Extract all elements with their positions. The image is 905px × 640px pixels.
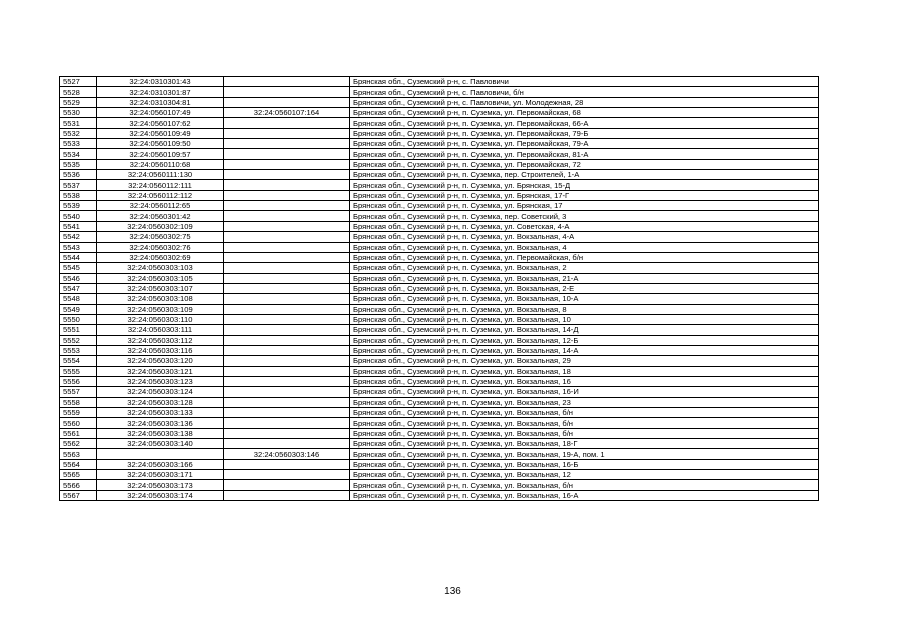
address-cell: Брянская обл., Суземский р-н, п. Суземка, ул. Первомайская, 79-А <box>350 139 819 149</box>
secondary-cadastral-number-cell <box>224 273 350 283</box>
table-row <box>60 190 819 200</box>
address-cell: Брянская обл., Суземский р-н, п. Суземка, ул. Вокзальная, 4-А <box>350 232 819 242</box>
row-number-cell: 5551 <box>60 325 97 335</box>
secondary-cadastral-number-cell <box>224 242 350 252</box>
row-number-cell: 5534 <box>60 149 97 159</box>
secondary-cadastral-number-cell <box>224 211 350 221</box>
secondary-cadastral-number-cell <box>224 263 350 273</box>
row-number-cell: 5528 <box>60 87 97 97</box>
secondary-cadastral-number-cell <box>224 180 350 190</box>
cadastral-number-cell: 32:24:0560112:112 <box>97 190 224 200</box>
address-cell: Брянская обл., Суземский р-н, п. Суземка, ул. Вокзальная, 16-А <box>350 490 819 500</box>
table-row <box>60 439 819 449</box>
secondary-cadastral-number-cell <box>224 387 350 397</box>
secondary-cadastral-number-cell <box>224 325 350 335</box>
table-row <box>60 170 819 180</box>
address-cell: Брянская обл., Суземский р-н, п. Суземка, ул. Вокзальная, 16-Б <box>350 459 819 469</box>
address-cell: Брянская обл., Суземский р-н, п. Суземка, ул. Брянская, 15-Д <box>350 180 819 190</box>
address-cell: Брянская обл., Суземский р-н, п. Суземка, ул. Вокзальная, 4 <box>350 242 819 252</box>
row-number-cell: 5567 <box>60 490 97 500</box>
cadastral-number-cell: 32:24:0560112:65 <box>97 201 224 211</box>
table-body <box>60 77 819 501</box>
secondary-cadastral-number-cell: 32:24:0560303:146 <box>224 449 350 459</box>
table-row <box>60 128 819 138</box>
secondary-cadastral-number-cell <box>224 252 350 262</box>
cadastral-number-cell: 32:24:0560302:69 <box>97 252 224 262</box>
table-row <box>60 480 819 490</box>
secondary-cadastral-number-cell <box>224 221 350 231</box>
table-row <box>60 376 819 386</box>
cadastral-number-cell: 32:24:0560303:140 <box>97 439 224 449</box>
address-cell: Брянская обл., Суземский р-н, п. Суземка, ул. Брянская, 17 <box>350 201 819 211</box>
table-row <box>60 366 819 376</box>
cadastral-number-cell: 32:24:0560303:128 <box>97 397 224 407</box>
address-cell: Брянская обл., Суземский р-н, п. Суземка, ул. Вокзальная, 18 <box>350 366 819 376</box>
secondary-cadastral-number-cell <box>224 283 350 293</box>
table-row <box>60 294 819 304</box>
cadastral-number-cell: 32:24:0560303:123 <box>97 376 224 386</box>
row-number-cell: 5554 <box>60 356 97 366</box>
table-row <box>60 149 819 159</box>
row-number-cell: 5556 <box>60 376 97 386</box>
secondary-cadastral-number-cell <box>224 490 350 500</box>
table-row <box>60 356 819 366</box>
address-cell: Брянская обл., Суземский р-н, п. Суземка, ул. Советская, 4-А <box>350 221 819 231</box>
secondary-cadastral-number-cell <box>224 345 350 355</box>
address-cell: Брянская обл., Суземский р-н, п. Суземка, ул. Вокзальная, б/н <box>350 480 819 490</box>
cadastral-number-cell <box>97 449 224 459</box>
secondary-cadastral-number-cell <box>224 335 350 345</box>
address-cell: Брянская обл., Суземский р-н, п. Суземка, ул. Вокзальная, 16 <box>350 376 819 386</box>
row-number-cell: 5546 <box>60 273 97 283</box>
table-row <box>60 387 819 397</box>
cadastral-number-cell: 32:24:0560303:111 <box>97 325 224 335</box>
row-number-cell: 5545 <box>60 263 97 273</box>
cadastral-number-cell: 32:24:0560303:121 <box>97 366 224 376</box>
address-cell: Брянская обл., Суземский р-н, с. Павловичи, ул. Молодежная, 28 <box>350 97 819 107</box>
row-number-cell: 5539 <box>60 201 97 211</box>
address-cell: Брянская обл., Суземский р-н, с. Павловичи <box>350 77 819 87</box>
row-number-cell: 5563 <box>60 449 97 459</box>
row-number-cell: 5548 <box>60 294 97 304</box>
table-row <box>60 242 819 252</box>
secondary-cadastral-number-cell <box>224 170 350 180</box>
table-row <box>60 428 819 438</box>
address-cell: Брянская обл., Суземский р-н, п. Суземка, ул. Вокзальная, 29 <box>350 356 819 366</box>
cadastral-number-cell: 32:24:0560303:112 <box>97 335 224 345</box>
cadastral-number-cell: 32:24:0560303:116 <box>97 345 224 355</box>
table-row <box>60 408 819 418</box>
secondary-cadastral-number-cell: 32:24:0560107:164 <box>224 108 350 118</box>
table-row <box>60 252 819 262</box>
address-cell: Брянская обл., Суземский р-н, с. Павловичи, б/н <box>350 87 819 97</box>
row-number-cell: 5535 <box>60 159 97 169</box>
table-row <box>60 470 819 480</box>
address-cell: Брянская обл., Суземский р-н, п. Суземка, ул. Первомайская, 72 <box>350 159 819 169</box>
cadastral-number-cell: 32:24:0310301:87 <box>97 87 224 97</box>
secondary-cadastral-number-cell <box>224 376 350 386</box>
row-number-cell: 5543 <box>60 242 97 252</box>
cadastral-number-cell: 32:24:0560111:130 <box>97 170 224 180</box>
secondary-cadastral-number-cell <box>224 190 350 200</box>
row-number-cell: 5552 <box>60 335 97 345</box>
secondary-cadastral-number-cell <box>224 87 350 97</box>
row-number-cell: 5537 <box>60 180 97 190</box>
cadastral-number-cell: 32:24:0560302:76 <box>97 242 224 252</box>
address-cell: Брянская обл., Суземский р-н, п. Суземка, ул. Вокзальная, 12-Б <box>350 335 819 345</box>
cadastral-number-cell: 32:24:0560303:105 <box>97 273 224 283</box>
secondary-cadastral-number-cell <box>224 314 350 324</box>
row-number-cell: 5544 <box>60 252 97 262</box>
address-cell: Брянская обл., Суземский р-н, п. Суземка, ул. Вокзальная, б/н <box>350 428 819 438</box>
page-number: 136 <box>444 586 461 597</box>
table-row <box>60 77 819 87</box>
row-number-cell: 5529 <box>60 97 97 107</box>
address-cell: Брянская обл., Суземский р-н, п. Суземка, ул. Вокзальная, б/н <box>350 418 819 428</box>
row-number-cell: 5553 <box>60 345 97 355</box>
secondary-cadastral-number-cell <box>224 294 350 304</box>
cadastral-number-cell: 32:24:0560303:174 <box>97 490 224 500</box>
row-number-cell: 5558 <box>60 397 97 407</box>
cadastral-number-cell: 32:24:0560303:166 <box>97 459 224 469</box>
table-row <box>60 232 819 242</box>
cadastral-number-cell: 32:24:0560303:110 <box>97 314 224 324</box>
address-cell: Брянская обл., Суземский р-н, п. Суземка, ул. Вокзальная, 10-А <box>350 294 819 304</box>
secondary-cadastral-number-cell <box>224 356 350 366</box>
secondary-cadastral-number-cell <box>224 459 350 469</box>
table-row <box>60 211 819 221</box>
table-row <box>60 108 819 118</box>
cadastral-number-cell: 32:24:0560303:138 <box>97 428 224 438</box>
address-cell: Брянская обл., Суземский р-н, п. Суземка, ул. Вокзальная, 8 <box>350 304 819 314</box>
table-row <box>60 139 819 149</box>
row-number-cell: 5540 <box>60 211 97 221</box>
table-row <box>60 87 819 97</box>
cadastral-number-cell: 32:24:0560109:49 <box>97 128 224 138</box>
secondary-cadastral-number-cell <box>224 159 350 169</box>
table-row <box>60 490 819 500</box>
row-number-cell: 5559 <box>60 408 97 418</box>
address-cell: Брянская обл., Суземский р-н, п. Суземка, ул. Брянская, 17-Г <box>350 190 819 200</box>
cadastral-number-cell: 32:24:0560303:173 <box>97 480 224 490</box>
row-number-cell: 5532 <box>60 128 97 138</box>
table-row <box>60 418 819 428</box>
row-number-cell: 5527 <box>60 77 97 87</box>
address-cell: Брянская обл., Суземский р-н, п. Суземка, ул. Вокзальная, 14-Д <box>350 325 819 335</box>
table-row <box>60 159 819 169</box>
table-row <box>60 335 819 345</box>
cadastral-number-cell: 32:24:0560303:109 <box>97 304 224 314</box>
secondary-cadastral-number-cell <box>224 480 350 490</box>
address-cell: Брянская обл., Суземский р-н, п. Суземка, ул. Вокзальная, 18-Г <box>350 439 819 449</box>
address-cell: Брянская обл., Суземский р-н, п. Суземка, ул. Первомайская, 68 <box>350 108 819 118</box>
secondary-cadastral-number-cell <box>224 128 350 138</box>
cadastral-number-cell: 32:24:0560303:120 <box>97 356 224 366</box>
cadastral-number-cell: 32:24:0560303:133 <box>97 408 224 418</box>
cadastral-number-cell: 32:24:0310301:43 <box>97 77 224 87</box>
row-number-cell: 5555 <box>60 366 97 376</box>
secondary-cadastral-number-cell <box>224 232 350 242</box>
address-cell: Брянская обл., Суземский р-н, п. Суземка, ул. Вокзальная, 23 <box>350 397 819 407</box>
secondary-cadastral-number-cell <box>224 408 350 418</box>
table-row <box>60 263 819 273</box>
table-row <box>60 201 819 211</box>
cadastral-number-cell: 32:24:0560109:50 <box>97 139 224 149</box>
secondary-cadastral-number-cell <box>224 304 350 314</box>
table-row <box>60 459 819 469</box>
table-row <box>60 283 819 293</box>
row-number-cell: 5560 <box>60 418 97 428</box>
table-row <box>60 221 819 231</box>
secondary-cadastral-number-cell <box>224 118 350 128</box>
address-cell: Брянская обл., Суземский р-н, п. Суземка, ул. Вокзальная, б/н <box>350 408 819 418</box>
address-cell: Брянская обл., Суземский р-н, п. Суземка, пер. Советский, 3 <box>350 211 819 221</box>
table-row <box>60 449 819 459</box>
address-cell: Брянская обл., Суземский р-н, п. Суземка, пер. Строителей, 1-А <box>350 170 819 180</box>
secondary-cadastral-number-cell <box>224 470 350 480</box>
cadastral-number-cell: 32:24:0560303:171 <box>97 470 224 480</box>
address-cell: Брянская обл., Суземский р-н, п. Суземка, ул. Вокзальная, 21-А <box>350 273 819 283</box>
row-number-cell: 5564 <box>60 459 97 469</box>
table-row <box>60 304 819 314</box>
cadastral-number-cell: 32:24:0560303:136 <box>97 418 224 428</box>
row-number-cell: 5557 <box>60 387 97 397</box>
secondary-cadastral-number-cell <box>224 97 350 107</box>
cadastral-number-cell: 32:24:0560303:124 <box>97 387 224 397</box>
row-number-cell: 5531 <box>60 118 97 128</box>
address-cell: Брянская обл., Суземский р-н, п. Суземка, ул. Вокзальная, 2 <box>350 263 819 273</box>
row-number-cell: 5533 <box>60 139 97 149</box>
secondary-cadastral-number-cell <box>224 418 350 428</box>
row-number-cell: 5565 <box>60 470 97 480</box>
secondary-cadastral-number-cell <box>224 428 350 438</box>
cadastral-number-cell: 32:24:0310304:81 <box>97 97 224 107</box>
address-cell: Брянская обл., Суземский р-н, п. Суземка, ул. Первомайская, 81-А <box>350 149 819 159</box>
address-cell: Брянская обл., Суземский р-н, п. Суземка, ул. Вокзальная, 10 <box>350 314 819 324</box>
secondary-cadastral-number-cell <box>224 149 350 159</box>
row-number-cell: 5561 <box>60 428 97 438</box>
table-row <box>60 325 819 335</box>
row-number-cell: 5547 <box>60 283 97 293</box>
table-row <box>60 397 819 407</box>
cadastral-number-cell: 32:24:0560107:62 <box>97 118 224 128</box>
cadastral-number-cell: 32:24:0560302:75 <box>97 232 224 242</box>
address-cell: Брянская обл., Суземский р-н, п. Суземка, ул. Вокзальная, 2-Е <box>350 283 819 293</box>
row-number-cell: 5530 <box>60 108 97 118</box>
secondary-cadastral-number-cell <box>224 139 350 149</box>
property-registry-table <box>59 76 819 501</box>
row-number-cell: 5542 <box>60 232 97 242</box>
table-row <box>60 118 819 128</box>
table-row <box>60 273 819 283</box>
address-cell: Брянская обл., Суземский р-н, п. Суземка, ул. Вокзальная, 16-И <box>350 387 819 397</box>
cadastral-number-cell: 32:24:0560302:109 <box>97 221 224 231</box>
cadastral-number-cell: 32:24:0560303:107 <box>97 283 224 293</box>
address-cell: Брянская обл., Суземский р-н, п. Суземка, ул. Вокзальная, 19-А, пом. 1 <box>350 449 819 459</box>
cadastral-number-cell: 32:24:0560107:49 <box>97 108 224 118</box>
secondary-cadastral-number-cell <box>224 366 350 376</box>
table-row <box>60 314 819 324</box>
cadastral-number-cell: 32:24:0560301:42 <box>97 211 224 221</box>
cadastral-number-cell: 32:24:0560112:111 <box>97 180 224 190</box>
secondary-cadastral-number-cell <box>224 77 350 87</box>
table-row <box>60 345 819 355</box>
secondary-cadastral-number-cell <box>224 201 350 211</box>
table-row <box>60 97 819 107</box>
address-cell: Брянская обл., Суземский р-н, п. Суземка, ул. Первомайская, б/н <box>350 252 819 262</box>
address-cell: Брянская обл., Суземский р-н, п. Суземка, ул. Первомайская, 66-А <box>350 118 819 128</box>
row-number-cell: 5536 <box>60 170 97 180</box>
row-number-cell: 5550 <box>60 314 97 324</box>
row-number-cell: 5541 <box>60 221 97 231</box>
cadastral-number-cell: 32:24:0560110:68 <box>97 159 224 169</box>
cadastral-number-cell: 32:24:0560303:103 <box>97 263 224 273</box>
row-number-cell: 5549 <box>60 304 97 314</box>
secondary-cadastral-number-cell <box>224 397 350 407</box>
address-cell: Брянская обл., Суземский р-н, п. Суземка, ул. Вокзальная, 14-А <box>350 345 819 355</box>
table-row <box>60 180 819 190</box>
row-number-cell: 5538 <box>60 190 97 200</box>
address-cell: Брянская обл., Суземский р-н, п. Суземка, ул. Вокзальная, 12 <box>350 470 819 480</box>
row-number-cell: 5562 <box>60 439 97 449</box>
cadastral-number-cell: 32:24:0560109:57 <box>97 149 224 159</box>
cadastral-number-cell: 32:24:0560303:108 <box>97 294 224 304</box>
secondary-cadastral-number-cell <box>224 439 350 449</box>
address-cell: Брянская обл., Суземский р-н, п. Суземка, ул. Первомайская, 79-Б <box>350 128 819 138</box>
row-number-cell: 5566 <box>60 480 97 490</box>
